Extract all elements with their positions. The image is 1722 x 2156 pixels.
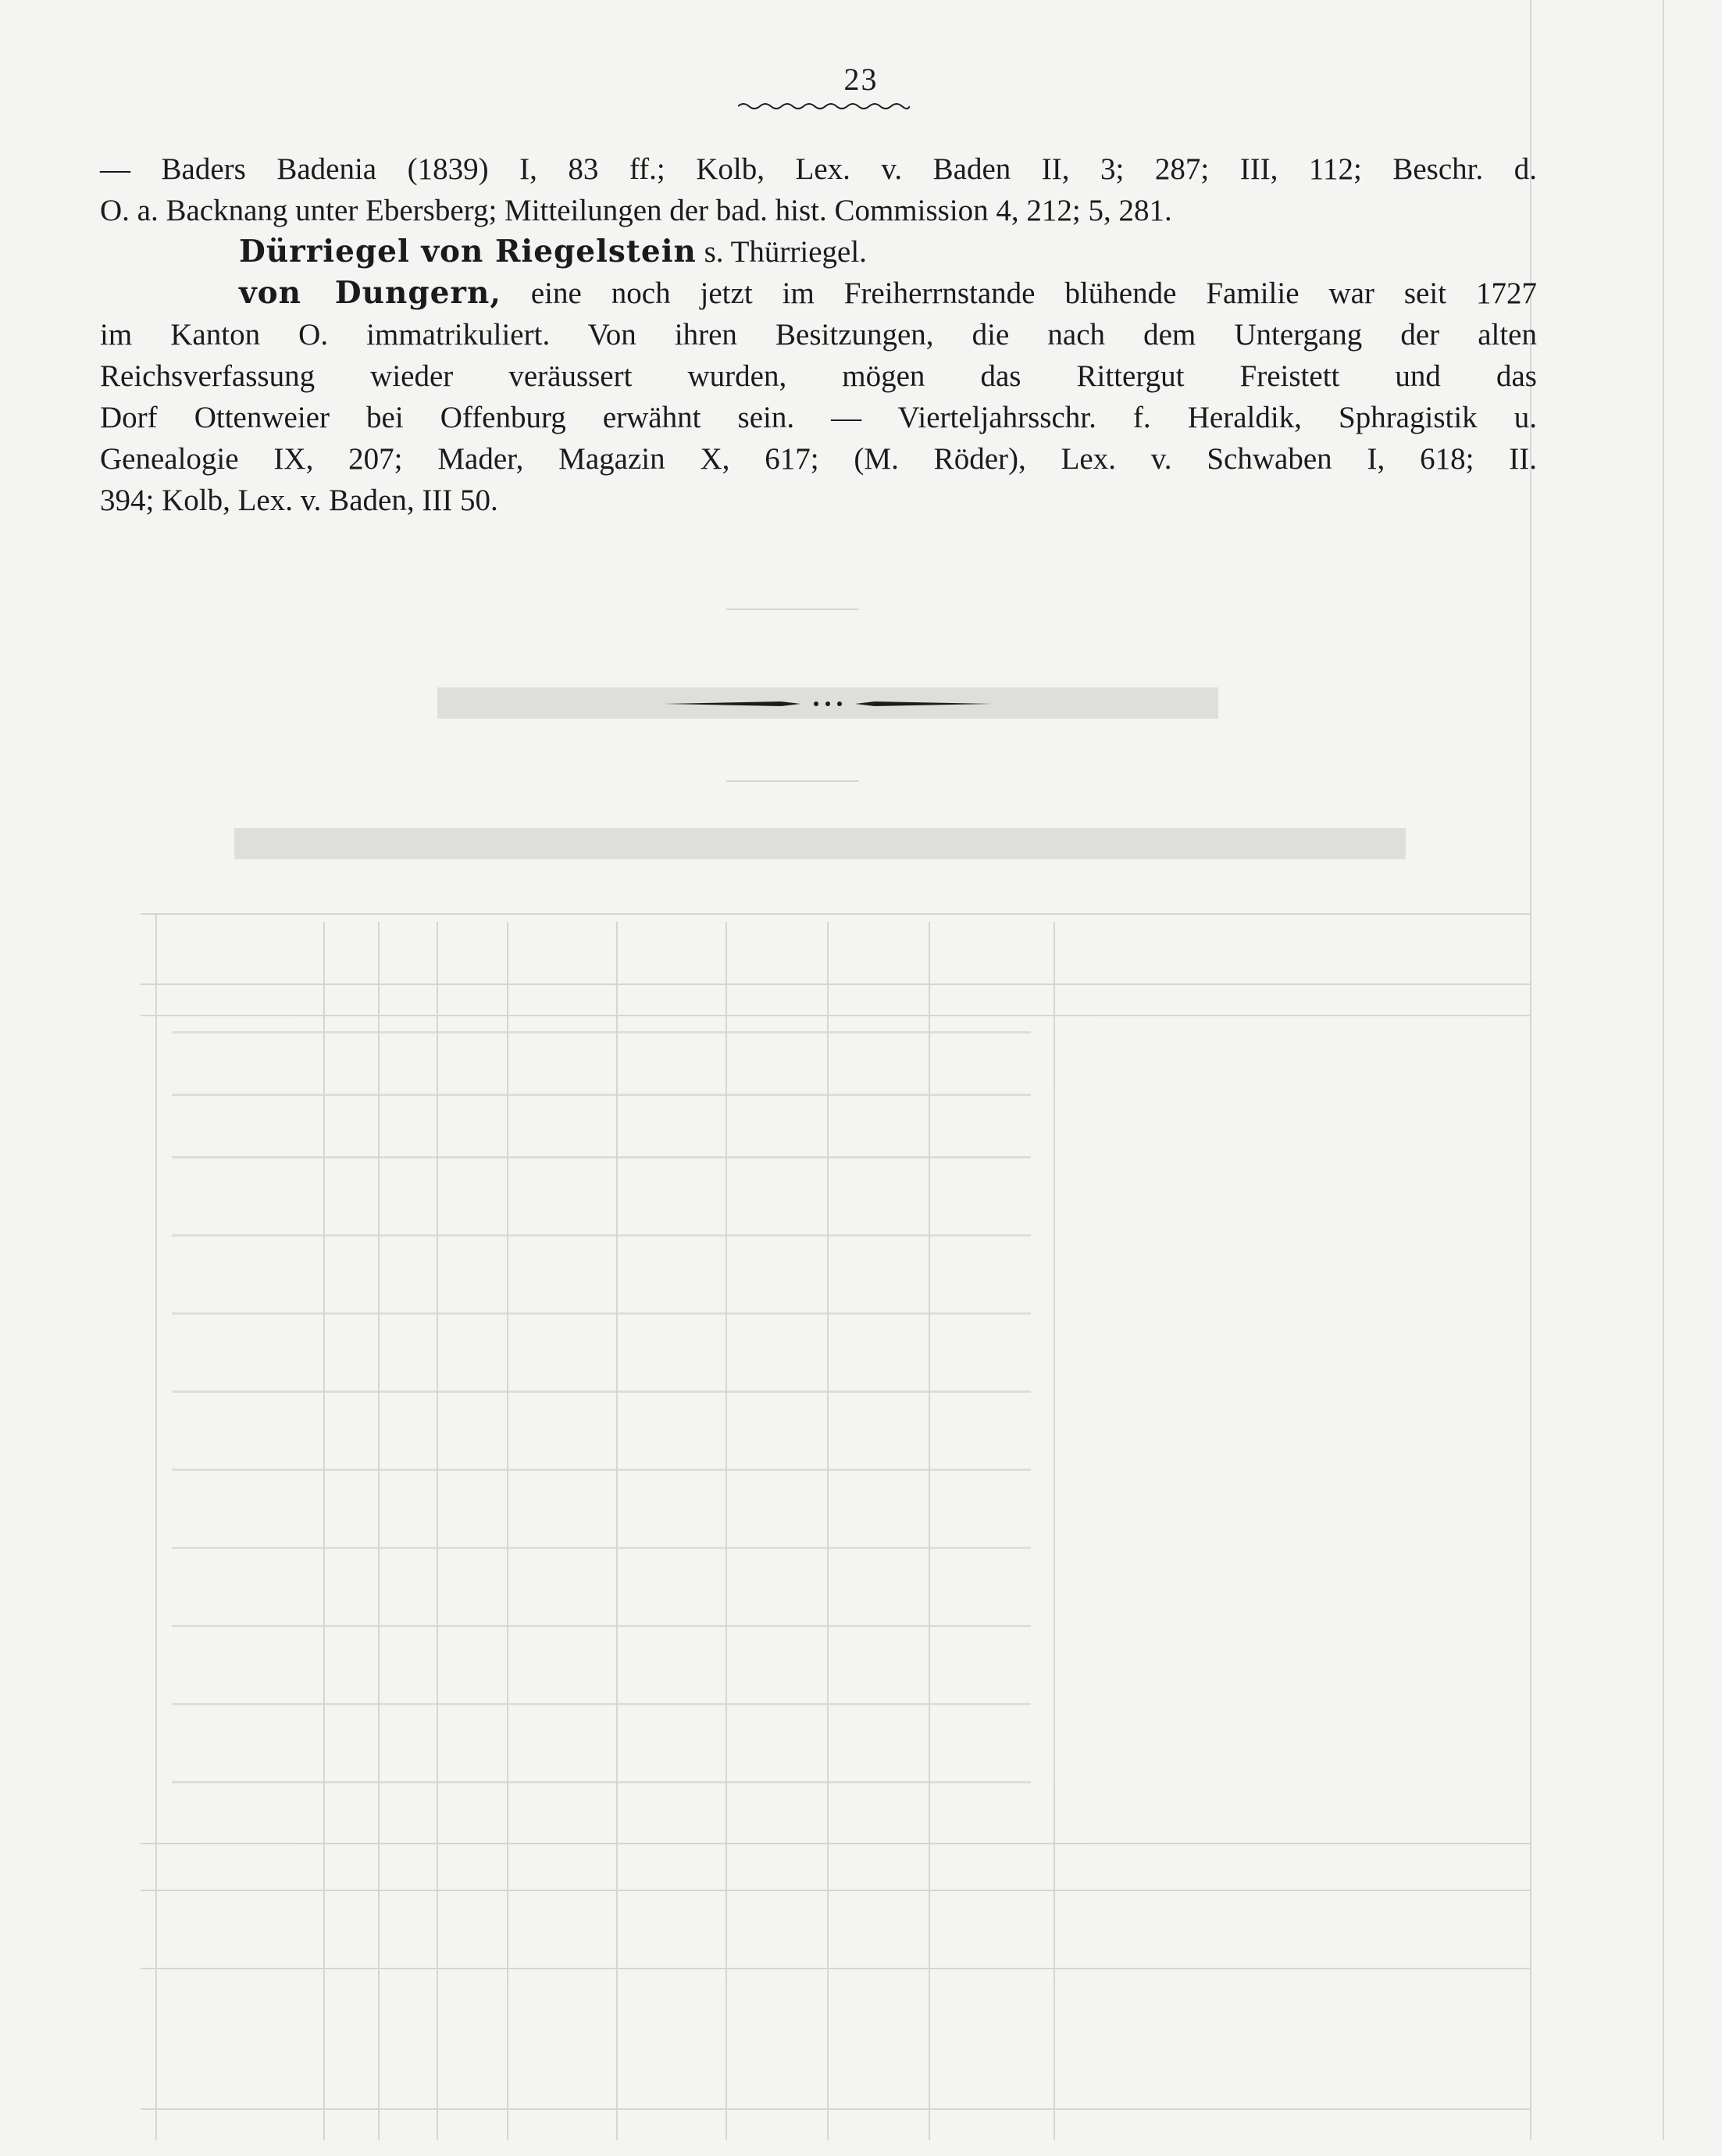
wavy-rule-ornament [738, 100, 910, 112]
entry-dungern-line-3: Reichsverfassung wieder veräussert wurden, mögen das Rittergut Freistett und das [100, 359, 1537, 393]
entry-dungern-line-2: im Kanton O. immatrikuliert. Von ihren Besitzungen, die nach dem Untergang der alten [100, 318, 1537, 352]
entry-dungern-line-1-text: eine noch jetzt im Freiherrnstande blühende Familie war seit 1727 [501, 277, 1537, 310]
entry-dungern-line-5: Genealogie IX, 207; Mader, Magazin X, 617; (M. Röder), Lex. v. Schwaben I, 618; II. [100, 442, 1537, 476]
page-number: 23 [843, 62, 879, 97]
entry-dungern-line-6: 394; Kolb, Lex. v. Baden, III 50. [100, 484, 498, 517]
entry-dungern-line-4: Dorf Ottenweier bei Offenburg erwähnt sein. — Vierteljahrsschr. f. Heraldik, Sphragistik u. [100, 401, 1537, 434]
entry-duerriegel-reference: s. Thürriegel. [696, 235, 867, 269]
section-divider-rule [664, 698, 992, 709]
entry-duerriegel-name: Dürriegel von Riegelstein [239, 234, 697, 270]
main-text [100, 148, 1537, 521]
entry-dungern-line-1 [100, 273, 1537, 314]
paragraph-1-line-2: O. a. Backnang unter Ebersberg; Mitteilungen der bad. hist. Commission 4, 212; 5, 281. [100, 194, 1172, 227]
entry-dungern-name: von Dungern, [239, 275, 501, 311]
entry-duerriegel [100, 231, 1537, 273]
paragraph-1-line-1: — Baders Badenia (1839) I, 83 ff.; Kolb, Lex. v. Baden II, 3; 287; III, 112; Beschr. d. [100, 152, 1537, 186]
